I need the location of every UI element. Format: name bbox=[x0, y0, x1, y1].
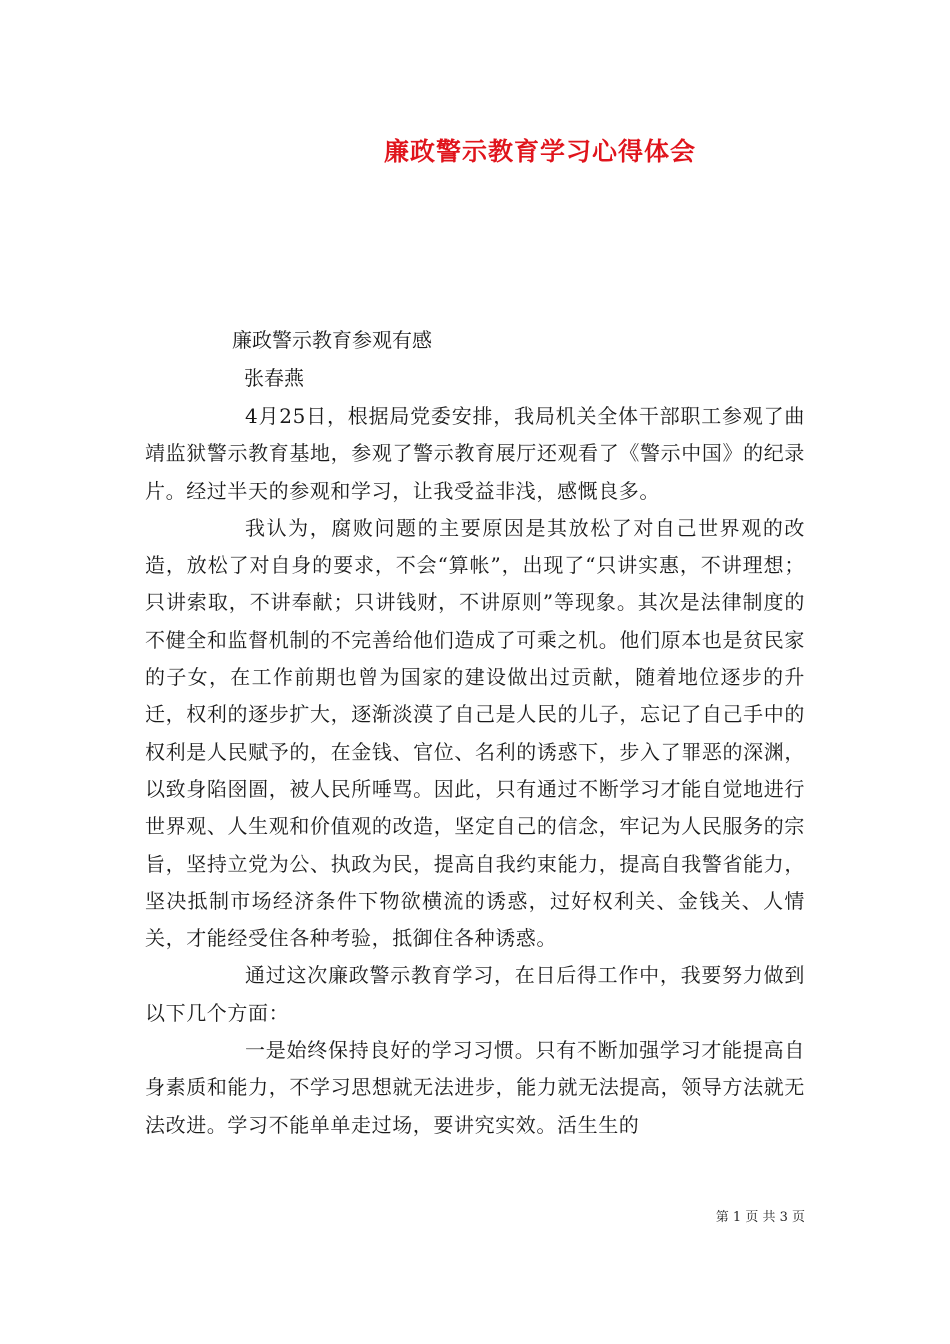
body-paragraph: 4月25日，根据局党委安排，我局机关全体干部职工参观了曲靖监狱警示教育基地，参观了警示教育展厅还观看了《警示中国》的纪录片。经过半天的参观和学习，让我受益非浅，感慨良多。 bbox=[145, 404, 805, 503]
body-paragraph: 通过这次廉政警示教育学习，在日后得工作中，我要努力做到以下几个方面： bbox=[145, 963, 805, 1025]
page-indicator: 第 1 页 共 3 页 bbox=[715, 1210, 805, 1225]
body-paragraph: 一是始终保持良好的学习习惯。只有不断加强学习才能提高自身素质和能力，不学习思想就无法进步，能力就无法提高，领导方法就无法改进。学习不能单单走过场，要讲究实效。活生生的 bbox=[145, 1038, 805, 1137]
document-author: 张春燕 bbox=[244, 366, 304, 390]
document-body bbox=[145, 398, 805, 1144]
document-title: 廉政警示教育学习心得体会 bbox=[383, 137, 696, 166]
document-subtitle: 廉政警示教育参观有感 bbox=[232, 328, 432, 352]
body-paragraph: 我认为，腐败问题的主要原因是其放松了对自己世界观的改造，放松了对自身的要求，不会“算帐”，出现了“只讲实惠，不讲理想；只讲索取，不讲奉献；只讲钱财，不讲原则”等现象。其次是法律制度的不健全和监督机制的不完善给他们造成了可乘之机。他们原本也是贫民家的子女，在工作前期也曾为国家的建设做出过贡献，随着地位逐步的升迁，权利的逐步扩大，逐渐淡漠了自己是人民的儿子，忘记了自己手中的权利是人民赋予的，在金钱、官位、名利的诱惑下，步入了罪恶的深渊，以致身陷囹圄，被人民所唾骂。因此，只有通过不断学习才能自觉地进行世界观、人生观和价值观的改造，坚定自己的信念，牢记为人民服务的宗旨，坚持立党为公、执政为民，提高自我约束能力，提高自我警省能力，坚决抵制市场经济条件下物欲横流的诱惑，过好权利关、金钱关、人情关，才能经受住各种考验，抵御住各种诱惑。 bbox=[145, 515, 805, 951]
